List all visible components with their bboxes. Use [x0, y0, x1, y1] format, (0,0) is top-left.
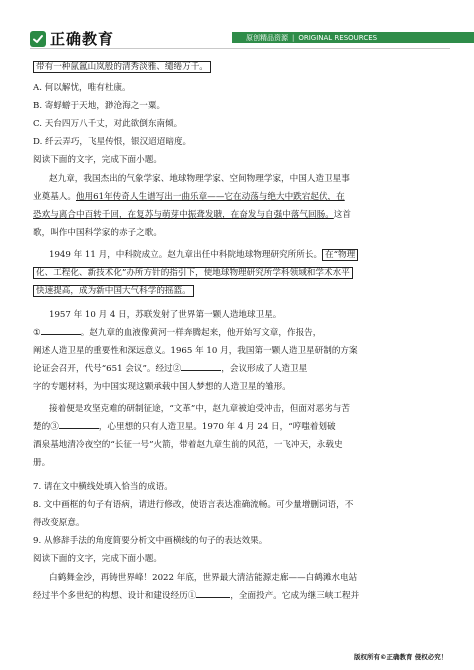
text-segment: 经过半个多世纪的构想、设计和建设经历① [33, 591, 197, 601]
paragraph-line: 白鹤舞金沙，再铸世界峰！2022 年底，世界最大清洁能源走廊——白鹤滩水电站 [49, 573, 358, 583]
header-divider [30, 48, 450, 49]
banner-left-text: 原创精品资源 [246, 33, 288, 42]
banner-separator: | [292, 33, 295, 42]
option-d: D. 纤云弄巧，飞星传恨，银汉迢迢暗度。 [33, 137, 192, 147]
boxed-sentence: 在“物理 [322, 249, 358, 261]
text-segment: 论证会召开，代号“651 会议”。经过② [33, 364, 182, 374]
paragraph-line: 1957 年 10 月 4 日，苏联发射了世界第一颗人造地球卫星。 [49, 310, 282, 320]
paragraph-line: 册。 [33, 458, 51, 468]
text-segment: ，心里想的只有人造卫星。1970 年 4 月 24 日，“哼嗤着划破 [98, 422, 336, 432]
paragraph-line: 赵九章，我国杰出的气象学家、地球物理学家、空间物理学家，中国人造卫星事 [49, 174, 350, 184]
reading-instruction: 阅读下面的文字，完成下面小题。 [33, 155, 162, 165]
question-7: 7. 请在文中横线处填入恰当的成语。 [33, 482, 173, 492]
paragraph-line [33, 190, 345, 202]
page-header [0, 0, 474, 56]
option-b: B. 寄蜉蝣于天地，渺沧海之一粟。 [33, 101, 166, 111]
paragraph-line [33, 326, 321, 338]
paragraph-line: 酒泉基地清冷夜空的“长征一号”火箭，带着赵九章生前的风范，一飞冲天，永载史 [33, 440, 343, 450]
answer-blank [181, 362, 221, 371]
text-segment: 这首 [333, 210, 351, 220]
answer-blank [59, 420, 99, 429]
paragraph-line: 字的专题材料，为中国实现这颗承载中国人梦想的人造卫星的雏形。 [33, 382, 291, 392]
answer-blank [41, 326, 81, 335]
paragraph-line [33, 266, 353, 278]
underlined-sentence: 恐欢与离合中百转千回，在复苏与萌芽中振聋发聩，在奋发与自强中落气回肠。 [33, 210, 334, 220]
underlined-sentence: 他用61年传奇人生谱写出一曲乐章——它在动荡与绝大中跌宕起伏，在 [75, 192, 345, 202]
boxed-sentence: 快速提高，成为新中国大气科学的摇篮。 [33, 285, 194, 297]
copyright-footer: 版权所有©正确教育 侵权必究！ [354, 653, 448, 661]
paragraph-line: 接着便是攻坚克难的研制征途，“文革”中，赵九章被迫受冲击，但面对恶劣与苦 [49, 404, 350, 414]
paragraph-line: 阐述人造卫星的重要性和深远意义。1965 年 10 月，我国第一颗人造卫星研制的方案 [33, 346, 358, 356]
paragraph-line [33, 420, 336, 432]
paragraph-line: 歌，叫作中国科学家的赤子之歌。 [33, 228, 162, 238]
question-9: 9. 从修辞手法的角度简要分析文中画横线的句子的表达效果。 [33, 536, 268, 546]
option-a: A. 何以解忧，唯有杜康。 [33, 83, 131, 93]
brand-name: 正确教育 [50, 30, 115, 48]
text-segment: 。赵九章的血液像黄河一样奔腾起来，他开始写文章，作报告， [80, 328, 322, 338]
text-segment: 1949 年 11 月，中科院成立。赵九章出任中科院地球物理研究所所长。 [49, 250, 323, 260]
boxed-sentence: 带有一种氤氲山岚般的清秀淡雅、缱绻万千。 [33, 61, 211, 73]
text-segment: 楚的③ [33, 422, 59, 432]
banner-right-text: ORIGINAL RESOURCES [298, 33, 378, 42]
answer-blank [196, 589, 230, 598]
text-segment: ，会议形成了人造卫星 [221, 364, 308, 374]
checkmark-icon [30, 31, 46, 47]
paragraph-line [33, 284, 194, 296]
reading-instruction: 阅读下面的文字，完成下面小题。 [33, 554, 162, 564]
paragraph-line [49, 248, 358, 260]
header-banner [232, 32, 474, 43]
paragraph-line [33, 362, 307, 374]
brand-logo [30, 28, 114, 49]
blank-marker: ① [33, 328, 41, 338]
question-8-cont: 得改变原意。 [33, 518, 85, 528]
text-segment: ，全面投产。它成为继三峡工程并 [230, 591, 360, 601]
option-c: C. 天台四万八千丈，对此欲倒东南倾。 [33, 119, 183, 129]
paragraph-line [33, 208, 351, 220]
text-segment: 业奠基人。 [33, 192, 76, 202]
paragraph-line [33, 589, 359, 601]
boxed-sentence: 化、工程化、新技术化”办所方针的指引下，使地球物理研究所学科领域和学术水平 [33, 267, 353, 279]
question-8: 8. 文中画框的句子有语病，请进行修改，使语言表达准确流畅。可少量增删词语，不 [33, 500, 354, 510]
text-line [33, 60, 211, 72]
